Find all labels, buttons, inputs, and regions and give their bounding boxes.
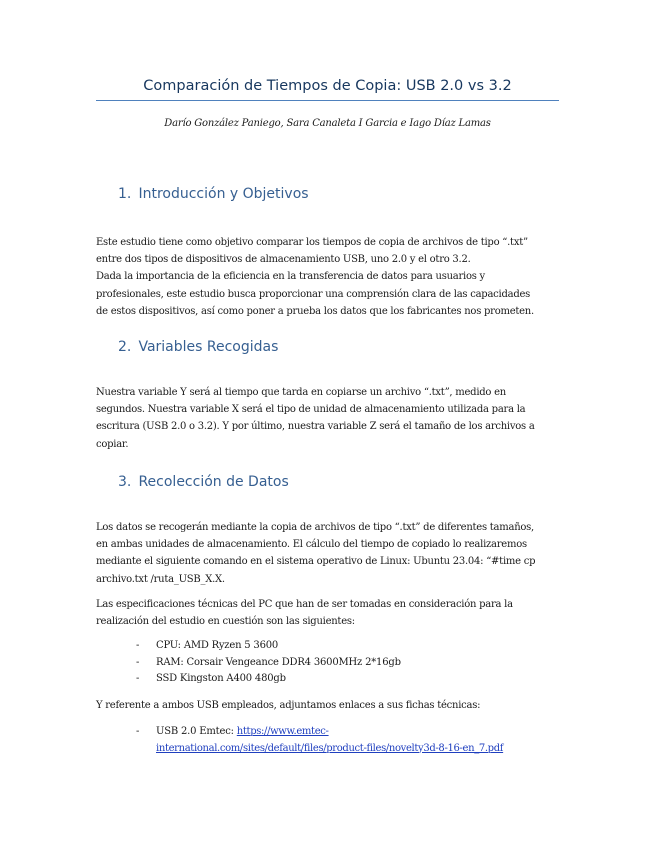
usb-intro-paragraph: [96, 697, 562, 714]
paragraph-line: Las especificaciones técnicas del PC que han de ser tomadas en consideración para la: [96, 599, 513, 610]
link-text-line-2: international.com/sites/default/files/product-files/novelty3d-8-16-en_7.pdf: [156, 742, 504, 754]
paragraph-line: segundos. Nuestra variable X será el tipo de unidad de almacenamiento utilizada para la: [96, 404, 526, 416]
section-3-title: Recolección de Datos: [138, 474, 289, 490]
bullet-marker: -: [136, 656, 140, 668]
paragraph-line: profesionales, este estudio busca proporcionar una comprensión clara de las capacidades: [96, 288, 531, 300]
usb-2-label: USB 2.0 Emtec:: [156, 726, 237, 737]
paragraph-line: Este estudio tiene como objetivo comparar los tiempos de copia de archivos de tipo “.txt”: [96, 237, 528, 248]
specs-intro-paragraph: [96, 596, 562, 630]
paragraph-line: archivo.txt /ruta_USB_X.X.: [96, 573, 225, 585]
paragraph-line: en ambas unidades de almacenamiento. El cálculo del tiempo de copiado lo realizaremos: [96, 539, 527, 551]
bullet-marker: -: [136, 726, 140, 737]
bullet-marker: -: [136, 640, 140, 651]
section-1-paragraph: [96, 234, 562, 320]
bullet-marker: -: [136, 673, 140, 684]
list-item: [136, 671, 401, 688]
usb-links-list: [136, 724, 503, 757]
section-1-heading: [118, 186, 309, 202]
spec-cpu: CPU: AMD Ryzen 5 3600: [156, 640, 279, 651]
section-2-number: 2.: [118, 339, 132, 355]
paragraph-line: de estos dispositivos, así como poner a prueba los datos que los fabricantes nos prometen.: [96, 305, 534, 317]
paragraph-line: entre dos tipos de dispositivos de almacenamiento USB, uno 2.0 y el otro 3.2.: [96, 254, 471, 266]
section-2-heading: [118, 339, 278, 355]
list-item: [136, 724, 503, 757]
section-2-paragraph: [96, 384, 562, 453]
spec-ram: RAM: Corsair Vengeance DDR4 3600MHz 2*16gb: [156, 656, 401, 668]
section-1-number: 1.: [118, 186, 132, 202]
paragraph-line: realización del estudio en cuestión son las siguientes:: [96, 616, 355, 628]
list-item: [136, 638, 401, 655]
paragraph-line: Los datos se recogerán mediante la copia de archivos de tipo “.txt” de diferentes tamaños,: [96, 522, 534, 533]
link-text-line-1: https://www.emtec-: [236, 726, 329, 737]
paragraph-line: escritura (USB 2.0 o 3.2). Y por último, nuestra variable Z será el tamaño de los archivos a: [96, 421, 535, 433]
title-underline: [96, 100, 559, 101]
pc-specs-list: [136, 638, 401, 688]
paragraph-line: Y referente a ambos USB empleados, adjuntamos enlaces a sus fichas técnicas:: [96, 700, 481, 711]
section-3-number: 3.: [118, 474, 132, 490]
paragraph-line: mediante el siguiente comando en el sistema operativo de Linux: Ubuntu 23.04: “#time cp: [96, 556, 536, 568]
spec-ssd: SSD Kingston A400 480gb: [156, 673, 286, 684]
section-3-heading: [118, 474, 289, 490]
document-title: Comparación de Tiempos de Copia: USB 2.0 vs 3.2: [143, 78, 512, 94]
section-2-title: Variables Recogidas: [138, 339, 279, 355]
paragraph-line: Dada la importancia de la eficiencia en la transferencia de datos para usuarios y: [96, 271, 485, 283]
section-3-paragraph: [96, 519, 562, 588]
paragraph-line: copiar.: [96, 438, 129, 450]
document-authors: Darío González Paniego, Sara Canaleta I Garcia e Iago Díaz Lamas: [164, 118, 491, 129]
section-1-title: Introducción y Objetivos: [138, 186, 309, 202]
list-item: [136, 655, 401, 672]
paragraph-line: Nuestra variable Y será al tiempo que tarda en copiarse un archivo “.txt”, medido en: [96, 387, 506, 398]
